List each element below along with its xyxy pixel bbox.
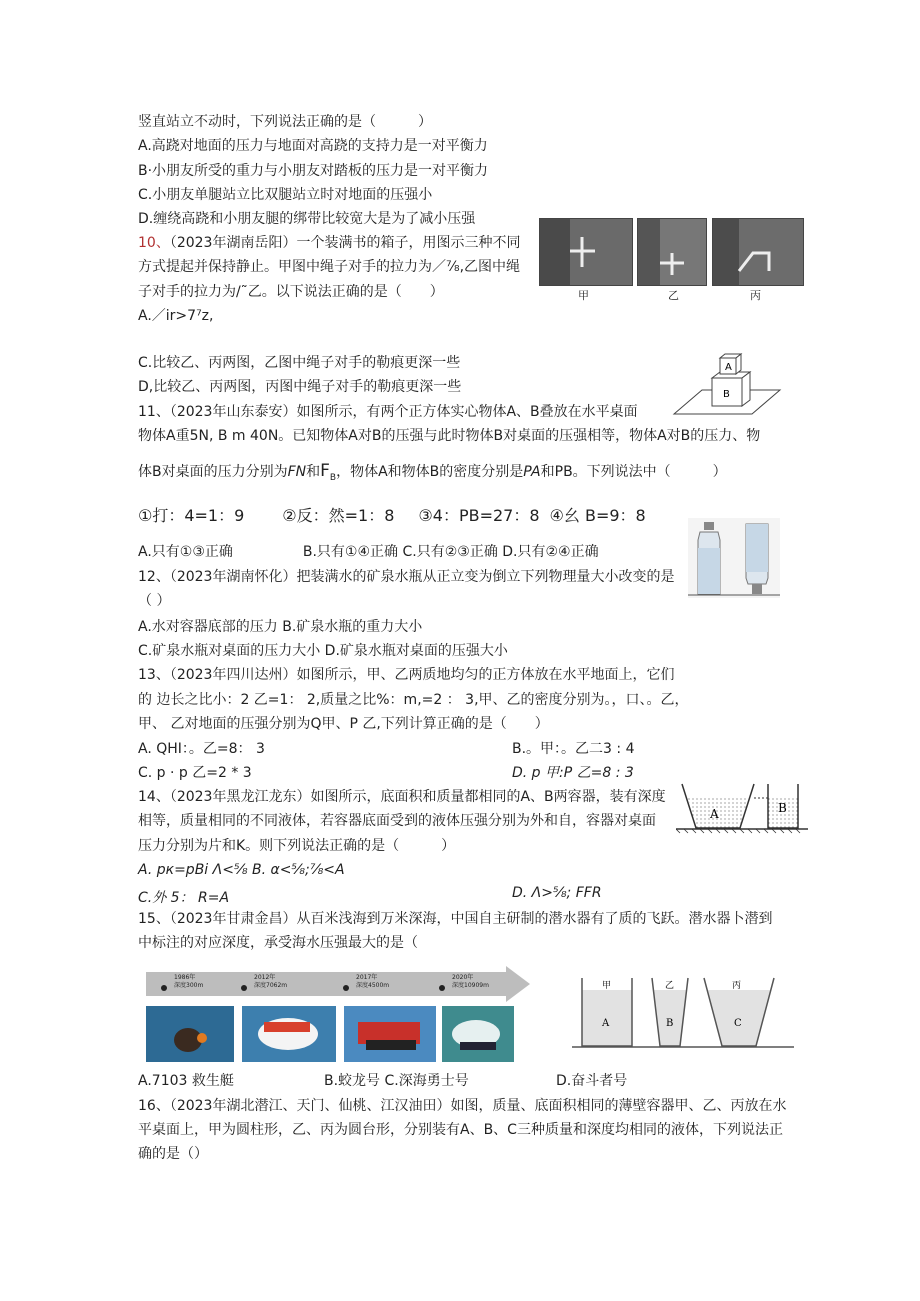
water-bottles-figure — [688, 518, 780, 598]
q9-option-b: B·小朋友所受的重力与小朋友对踏板的压力是一对平衡力 — [138, 163, 489, 179]
timeline-1986-year: 1986年 — [174, 974, 196, 981]
q13-line2: 的 边长之比小：2 乙=1： 2,质量之比%：m,=2 ： 3,甲、乙的密度分别为。，口、。乙， — [138, 692, 689, 708]
container-a-label: A — [710, 807, 719, 821]
q14-line1: 14、（2023年黑龙江龙东）如图所示，底面积和质量都相同的A、B两容器，装有深度 — [138, 789, 666, 805]
q10-number: 10、 — [138, 235, 170, 251]
bottle-cap-icon — [704, 522, 714, 530]
liquid-b-label: B — [666, 1018, 674, 1029]
q15-option-d: D.奋斗者号 — [556, 1073, 628, 1089]
timeline-2020-depth: 深度10909m — [452, 982, 489, 989]
q16-line2: 平桌面上，甲为圆柱形，乙、丙为圆台形，分别装有A、B、C三种质量和深度均相同的液体，下列说法正 — [138, 1122, 783, 1138]
q12-line1: 12、（2023年湖南怀化）把装满水的矿泉水瓶从正立变为倒立下列物理量大小改变的是 — [138, 569, 675, 585]
container-jia-label: 甲 — [602, 981, 612, 991]
box-photo-bing — [712, 218, 804, 286]
cube-a-label: A — [725, 362, 732, 373]
q13-line3: 甲、 乙对地面的压强分别为Q甲、P 乙,下列计算正确的是（ ） — [138, 716, 549, 732]
liquid-c-label: C — [734, 1018, 742, 1029]
submersible-photos — [146, 1006, 532, 1064]
q11-item-4: ④幺 B=9：8 — [549, 506, 646, 525]
cube-b-label: B — [723, 389, 730, 400]
q16-line3: 确的是（） — [138, 1146, 208, 1162]
liquid-a-label: A — [602, 1018, 610, 1029]
timeline-2012-depth: 深度7062m — [254, 982, 288, 989]
q11-fb-symbol: F — [320, 461, 330, 481]
q11-item-2: ②反：然=1：8 — [282, 506, 395, 525]
q10-line3: 子对手的拉力为/˜乙。以下说法正确的是（ ） — [138, 284, 444, 300]
photo-label-jia: 甲 — [578, 289, 589, 302]
photo-label-yi: 乙 — [668, 289, 679, 302]
q10-line1 — [138, 234, 520, 252]
q10-line2: 方式提起并保持静止。甲图中绳子对手的拉力为／⅞,乙图中绳 — [138, 259, 521, 275]
q13-option-b: B.。甲：。乙二3 : 4 — [512, 741, 635, 757]
q9-option-c: C.小朋友单腿站立比双腿站立时对地面的压强小 — [138, 187, 433, 203]
q12-options-ab: A.水对容器底部的压力 B.矿泉水瓶的重力大小 — [138, 619, 423, 635]
q11-line2: 物体A重5N, B m 40N。已知物体A对B的压强与此时物体B对桌面的压强相等，物体A对B的压力、物 — [138, 428, 761, 444]
timeline-2020-year: 2020年 — [452, 974, 474, 981]
q11-item-3: ③4：PB=27：8 — [418, 506, 540, 525]
q15-option-a: A.7103 救生艇 — [138, 1073, 234, 1089]
q11-items — [138, 506, 646, 526]
q14-options-ab: A. pк=pBi Λ<⅝ B. α<⅝;⅞<A — [138, 862, 345, 878]
q11-line3-h: 和PB。下列说法中（ ） — [540, 464, 727, 480]
q9-stem: 竖直站立不动时，下列说法正确的是（ ） — [138, 114, 432, 130]
containers-ab-figure — [676, 778, 808, 834]
timeline-2012 — [254, 974, 287, 990]
timeline-2012-year: 2012年 — [254, 974, 276, 981]
timeline-2017-year: 2017年 — [356, 974, 378, 981]
q11-fb-subscript: B — [329, 472, 337, 483]
q13-option-a: A. QHI：。乙=8： 3 — [138, 741, 265, 757]
stacked-cubes-figure — [672, 350, 784, 418]
q10-line1-text: （2023年湖南岳阳）一个装满书的箱子，用图示三种不同 — [169, 235, 521, 251]
submersible-timeline — [146, 966, 532, 1066]
container-bing-label: 丙 — [732, 981, 742, 991]
box-rope-cross-icon — [540, 219, 632, 285]
container-yi-label: 乙 — [665, 981, 675, 991]
q13-line1: 13、（2023年四川达州）如图所示，甲、乙两质地均匀的正方体放在水平地面上，它们 — [138, 667, 675, 683]
q11-line3-c: 和 — [306, 464, 321, 480]
q11-line3-a: 体B对桌面的压力分别为 — [138, 464, 288, 480]
timeline-1986 — [174, 974, 203, 990]
photo-label-bing: 丙 — [750, 289, 761, 302]
q10-option-c: C.比较乙、丙两图，乙图中绳子对手的勒痕更深一些 — [138, 355, 461, 371]
timeline-2017-depth: 深度4500m — [356, 982, 390, 989]
box-rope-loop-icon — [713, 219, 803, 285]
q11-line3-f: ，物体A和物体B的密度分别是 — [336, 464, 524, 480]
q11-line3 — [138, 462, 727, 487]
q12-options-cd: C.矿泉水瓶对桌面的压力大小 D.矿泉水瓶对桌面的压强大小 — [138, 643, 508, 659]
timeline-1986-depth: 深度300m — [174, 982, 204, 989]
q15-line2: 中标注的对应深度，承受海水压强最大的是（ — [138, 935, 418, 951]
q15-options-bc: B.蛟龙号 C.深海勇士号 — [324, 1073, 469, 1089]
q16-line1: 16、（2023年湖北潜江、天门、仙桃、江汉油田）如图，质量、底面积相同的薄壁容器甲、乙、丙放在水 — [138, 1098, 787, 1114]
timeline-2017 — [356, 974, 389, 990]
box-photo-yi — [637, 218, 707, 286]
q14-option-d: D. Λ>⅝; FFR — [512, 885, 602, 901]
q9-option-d: D.缠绕高跷和小朋友腿的绑带比较宽大是为了减小压强 — [138, 211, 476, 227]
q11-item-1: ①打：4=1：9 — [138, 506, 245, 525]
q12-line2: （ ） — [138, 593, 171, 609]
q14-line3: 压力分别为片和K。则下列说法正确的是（ ） — [138, 838, 456, 854]
containers-jia-yi-bing-figure — [572, 976, 794, 1052]
q10-option-a: A.／ⅰr>7⁷z, — [138, 308, 214, 324]
q14-option-c: C.外 5： R=A — [138, 890, 230, 906]
q14-line2: 相等，质量相同的不同液体，若容器底面受到的液体压强分别为外和自，容器对桌面 — [138, 813, 656, 829]
timeline-2020 — [452, 974, 489, 990]
q15-line1: 15、（2023年甘肃金昌）从百米浅海到万米深海，中国自主研制的潜水器有了质的飞跃。潜水器卜潜到 — [138, 911, 773, 927]
q11-options: A.只有①③正确 B.只有①④正确 C.只有②③正确 D.只有②④正确 — [138, 544, 599, 560]
q11-rho-a-symbol: PA — [523, 464, 541, 480]
box-rope-cross-small-icon — [638, 219, 706, 285]
q13-option-d: D. p 甲:P 乙=8 : 3 — [512, 765, 634, 781]
q9-option-a: A.高跷对地面的压力与地面对高跷的支持力是一对平衡力 — [138, 138, 488, 154]
q10-option-d: D,比较乙、丙两图，丙图中绳子对手的勒痕更深一些 — [138, 379, 462, 395]
container-b-label: B — [778, 801, 787, 815]
q11-fa-symbol: FN — [287, 464, 307, 480]
q11-line1: 11、（2023年山东泰安）如图所示，有两个正方体实心物体A、B叠放在水平桌面 — [138, 404, 638, 420]
q13-option-c: C. p · p 乙=2 * 3 — [138, 765, 252, 781]
box-photo-jia — [539, 218, 633, 286]
